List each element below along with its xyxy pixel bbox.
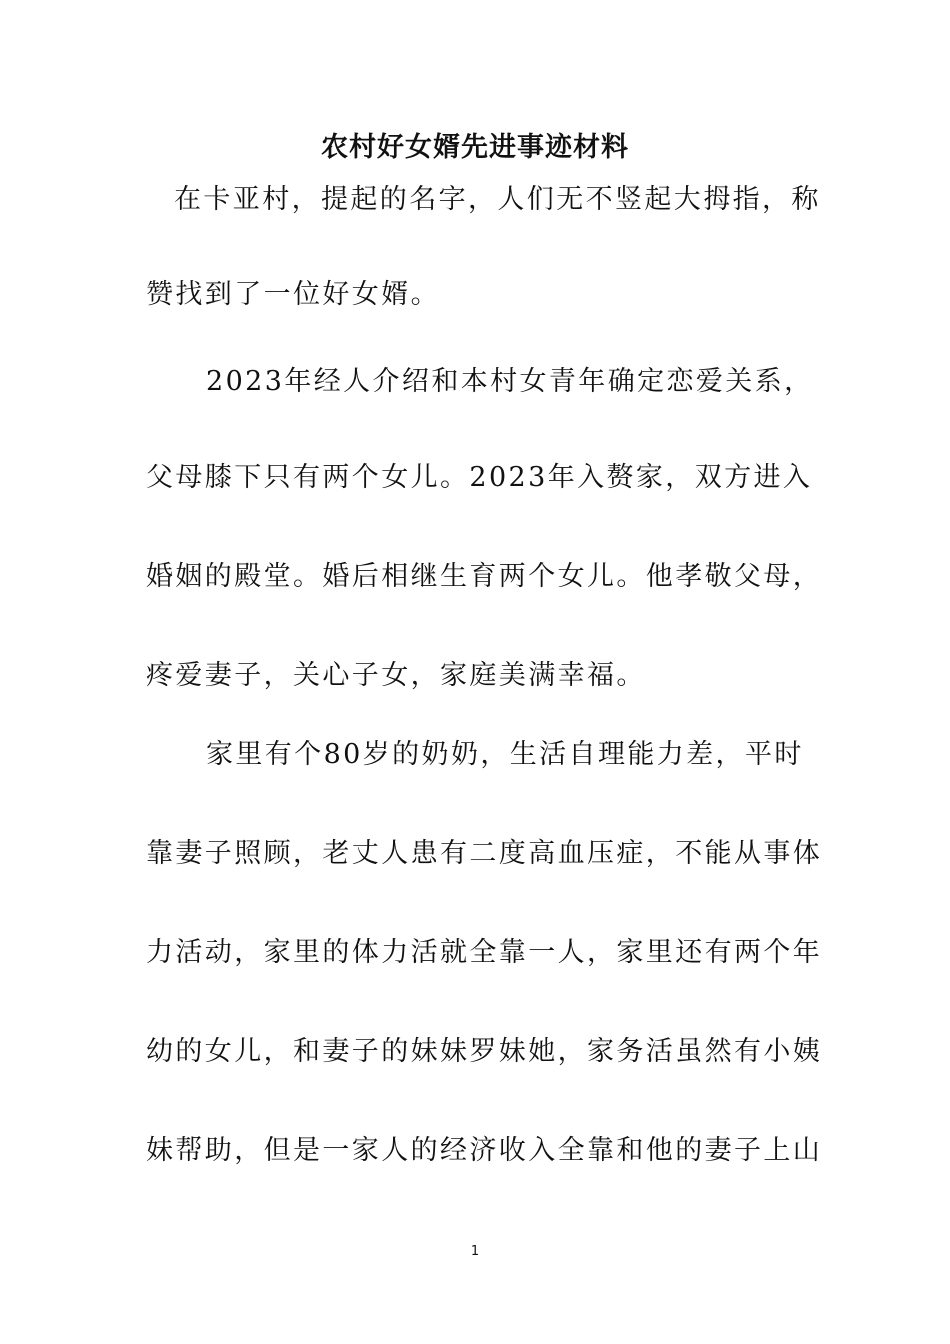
document-title: 农村好女婿先进事迹材料 — [321, 132, 629, 163]
text-line-7: 家里有个80岁的奶奶，生活自理能力差，平时 — [206, 739, 804, 770]
text-line-1: 在卡亚村，提起的名字，人们无不竖起大拇指，称 — [174, 184, 821, 215]
text-line-5: 婚姻的殿堂。婚后相继生育两个女儿。他孝敬父母， — [146, 561, 823, 592]
text-line-3: 2023年经人介绍和本村女青年确定恋爱关系， — [206, 366, 814, 397]
text-line-9: 力活动，家里的体力活就全靠一人，家里还有两个年 — [146, 937, 823, 968]
text-line-4: 父母膝下只有两个女儿。2023年入赘家，双方进入 — [146, 462, 813, 493]
text-line-8: 靠妻子照顾，老丈人患有二度高血压症，不能从事体 — [146, 838, 823, 869]
text-line-11: 妹帮助，但是一家人的经济收入全靠和他的妻子上山 — [146, 1135, 823, 1166]
page-number: 1 — [470, 1244, 480, 1259]
text-line-10: 幼的女儿，和妻子的妹妹罗妹她，家务活虽然有小姨 — [146, 1036, 823, 1067]
text-line-2: 赞找到了一位好女婿。 — [146, 279, 440, 310]
text-line-6: 疼爱妻子，关心子女，家庭美满幸福。 — [146, 660, 646, 691]
